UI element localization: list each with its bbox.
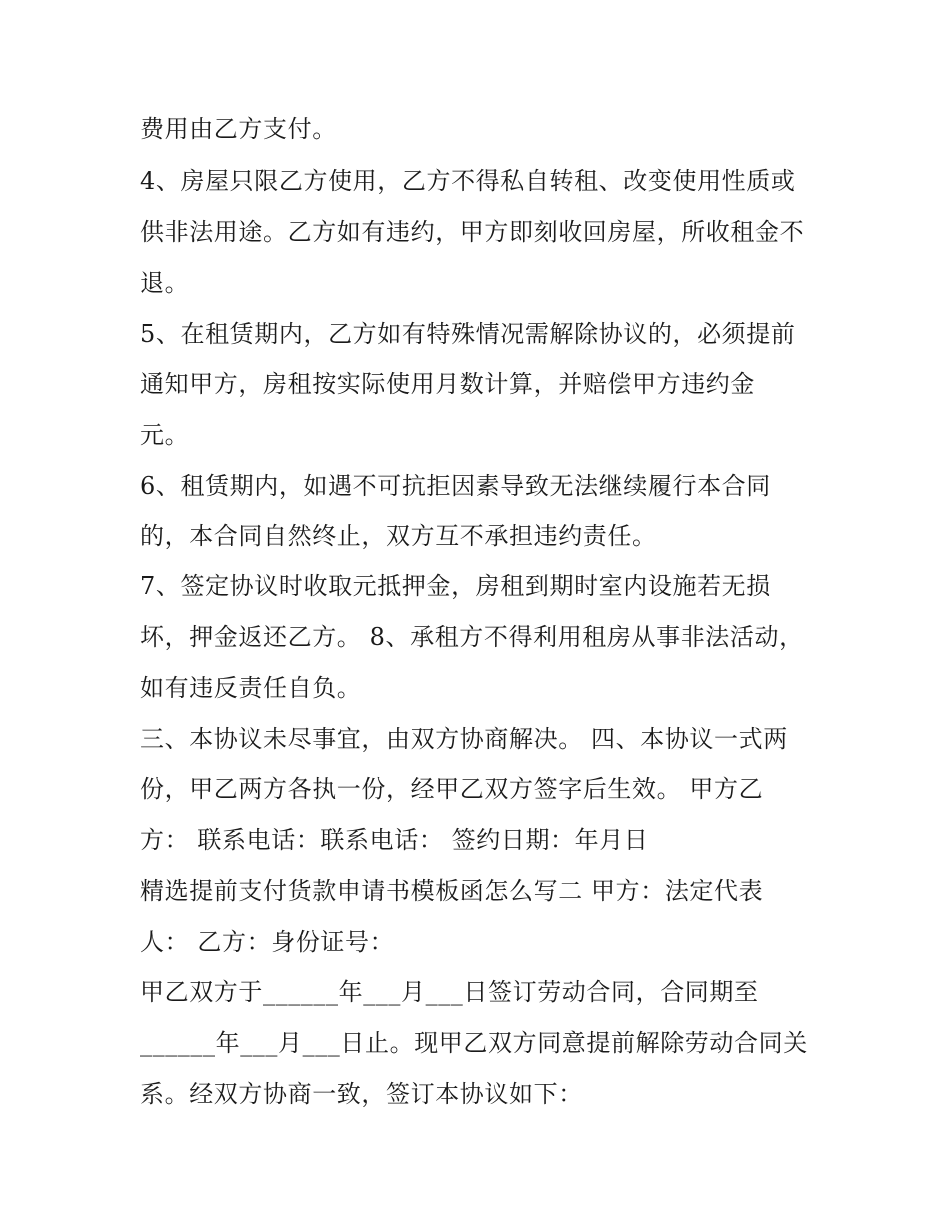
text-line: 7、签定协议时收取元抵押金，房租到期时室内设施若无损 bbox=[140, 572, 771, 600]
text-line: 份，甲乙两方各执一份，经甲乙双方签字后生效。 甲方乙 bbox=[140, 775, 764, 803]
text-line: 供非法用途。乙方如有违约，甲方即刻收回房屋，所收租金不 bbox=[140, 218, 805, 246]
text-line: 6、租赁期内，如遇不可抗拒因素导致无法继续履行本合同 bbox=[140, 472, 771, 500]
text-line: 三、本协议未尽事宜，由双方协商解决。 四、本协议一式两 bbox=[140, 725, 788, 753]
text-line: 人： 乙方：身份证号： bbox=[140, 928, 395, 956]
text-line: 精选提前支付货款申请书模板函怎么写二 甲方：法定代表 bbox=[140, 877, 764, 905]
text-line: 甲乙双方于______年___月___日签订劳动合同，合同期至 bbox=[140, 978, 759, 1006]
text-line: ______年___月___日止。现甲乙双方同意提前解除劳动合同关 bbox=[140, 1029, 808, 1057]
text-line: 坏，押金返还乙方。 8、承租方不得利用租房从事非法活动， bbox=[140, 623, 804, 651]
text-line: 方： 联系电话：联系电话： 签约日期：年月日 bbox=[140, 826, 649, 854]
text-line: 如有违反责任自负。 bbox=[140, 674, 362, 702]
text-line: 5、在租赁期内，乙方如有特殊情况需解除协议的，必须提前 bbox=[140, 320, 796, 348]
text-line: 元。 bbox=[140, 421, 190, 449]
text-line: 的，本合同自然终止，双方互不承担违约责任。 bbox=[140, 522, 657, 550]
text-line: 退。 bbox=[140, 269, 190, 297]
text-line: 4、房屋只限乙方使用，乙方不得私自转租、改变使用性质或 bbox=[140, 167, 796, 195]
text-line: 费用由乙方支付。 bbox=[140, 115, 337, 143]
text-line: 系。经双方协商一致，签订本协议如下： bbox=[140, 1080, 583, 1108]
text-line: 通知甲方，房租按实际使用月数计算，并赔偿甲方违约金 bbox=[140, 370, 755, 398]
